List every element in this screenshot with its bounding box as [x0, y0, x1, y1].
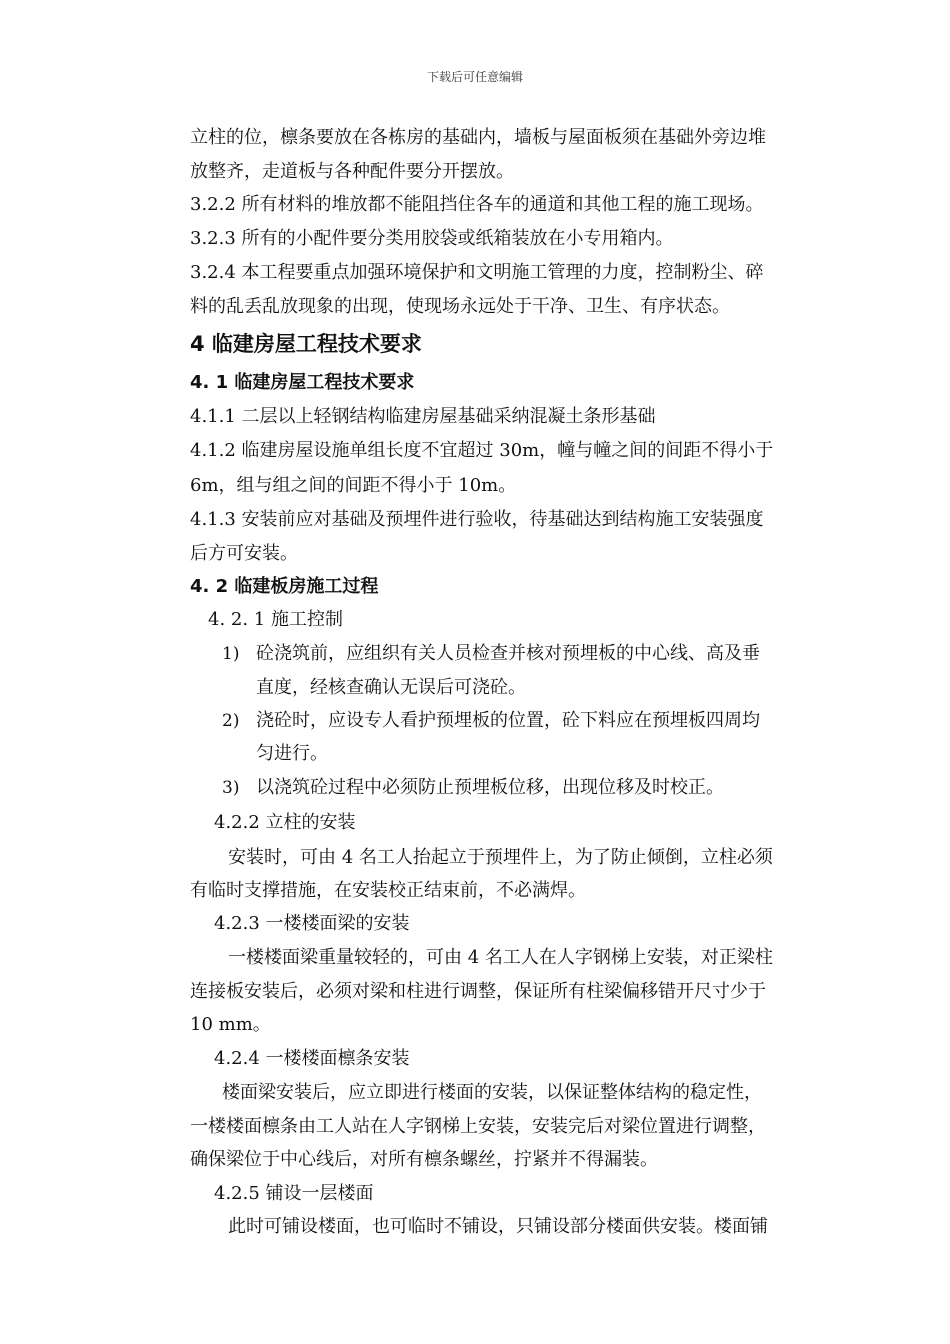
paragraph-4-1-1: 4.1.1 二层以上轻钢结构临建房屋基础采纳混凝土条形基础	[190, 406, 656, 427]
paragraph-line: 后方可安装。	[190, 543, 298, 564]
subheading-4-2-1: 4. 2. 1 施工控制	[208, 609, 343, 630]
subheading-4-2-2: 4.2.2 立柱的安装	[214, 812, 356, 833]
heading-4-2: 4. 2 临建板房施工过程	[190, 576, 379, 597]
paragraph-line: 安装时，可由 4 名工人抬起立于预埋件上，为了防止倾倒，立柱必须	[228, 847, 773, 868]
paragraph-line: 放整齐，走道板与各种配件要分开摆放。	[190, 161, 514, 182]
paragraph-4-1-3: 4.1.3 安装前应对基础及预埋件进行验收，待基础达到结构施工安装强度	[190, 509, 764, 530]
list-item-text: 砼浇筑前，应组织有关人员检查并核对预埋板的中心线、高及垂	[256, 643, 760, 664]
paragraph-4-1-2: 4.1.2 临建房屋设施单组长度不宜超过 30m，幢与幢之间的间距不得小于	[190, 440, 774, 461]
list-item-text: 匀进行。	[256, 743, 328, 764]
paragraph-line: 有临时支撑措施，在安装校正结束前，不必满焊。	[190, 880, 586, 901]
list-number: 3)	[222, 778, 240, 798]
heading-4: 4 临建房屋工程技术要求	[190, 332, 422, 356]
subheading-4-2-5: 4.2.5 铺设一层楼面	[214, 1183, 374, 1204]
list-number: 1)	[222, 644, 240, 664]
list-item-text: 浇砼时，应设专人看护预埋板的位置，砼下料应在预埋板四周均	[256, 710, 760, 731]
subheading-4-2-4: 4.2.4 一楼楼面檩条安装	[214, 1048, 410, 1069]
paragraph-line: 楼面梁安装后，应立即进行楼面的安装，以保证整体结构的稳定性，	[222, 1082, 762, 1103]
paragraph-3-2-4: 3.2.4 本工程要重点加强环境保护和文明施工管理的力度，控制粉尘、碎	[190, 262, 764, 283]
subheading-4-2-3: 4.2.3 一楼楼面梁的安装	[214, 913, 410, 934]
paragraph-line: 一楼楼面檩条由工人站在人字钢梯上安装，安装完后对梁位置进行调整，	[190, 1116, 766, 1137]
paragraph-line: 10 mm。	[190, 1014, 271, 1035]
paragraph-3-2-2: 3.2.2 所有材料的堆放都不能阻挡住各车的通道和其他工程的施工现场。	[190, 194, 764, 215]
paragraph-line: 确保梁位于中心线后，对所有檩条螺丝，拧紧并不得漏装。	[190, 1149, 658, 1170]
paragraph-line: 一楼楼面梁重量较轻的，可由 4 名工人在人字钢梯上安装，对正梁柱	[228, 947, 773, 968]
page-header: 下载后可任意编辑	[426, 70, 523, 84]
paragraph-3-2-3: 3.2.3 所有的小配件要分类用胶袋或纸箱装放在小专用箱内。	[190, 228, 674, 249]
paragraph-line: 连接板安装后，必须对梁和柱进行调整，保证所有柱梁偏移错开尺寸少于	[190, 981, 766, 1002]
list-item-text: 以浇筑砼过程中必须防止预埋板位移，出现位移及时校正。	[256, 777, 724, 798]
paragraph-line: 此时可铺设楼面，也可临时不铺设，只铺设部分楼面供安装。楼面铺	[228, 1216, 768, 1237]
list-item-text: 直度，经核查确认无误后可浇砼。	[256, 677, 526, 698]
heading-4-1: 4. 1 临建房屋工程技术要求	[190, 372, 415, 393]
paragraph-line: 立柱的位，檩条要放在各栋房的基础内，墙板与屋面板须在基础外旁边堆	[190, 127, 766, 148]
list-number: 2)	[222, 711, 240, 731]
paragraph-line: 料的乱丢乱放现象的出现，使现场永远处于干净、卫生、有序状态。	[190, 296, 730, 317]
paragraph-line: 6m，组与组之间的间距不得小于 10m。	[190, 475, 517, 496]
